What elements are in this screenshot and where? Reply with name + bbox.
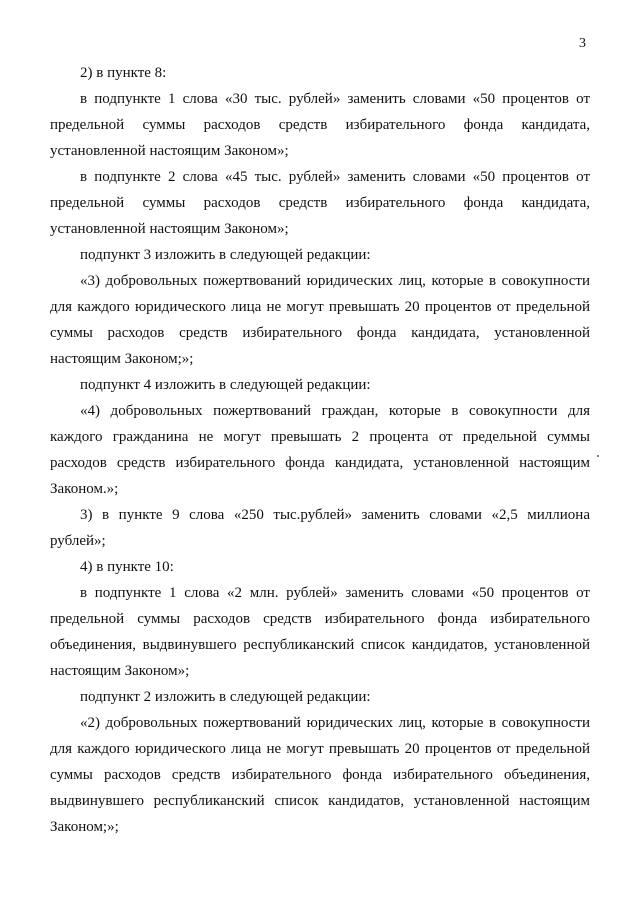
text-line: суммы расходов средств избирательного фонда избирательного объединения, xyxy=(50,767,590,783)
text-line: предельной суммы расходов средств избирательного фонда избирательного xyxy=(50,611,590,627)
text-line: «3) добровольных пожертвований юридических лиц, которые в совокупности xyxy=(80,273,590,289)
text-line: предельной суммы расходов средств избирательного фонда кандидата, xyxy=(50,117,590,133)
text-line: суммы расходов средств избирательного фонда кандидата, установленной xyxy=(50,325,590,341)
text-line: расходов средств избирательного фонда кандидата, установленной настоящим xyxy=(50,455,590,471)
text-line: 2) в пункте 8: xyxy=(80,65,167,81)
text-line: в подпункте 1 слова «30 тыс. рублей» заменить словами «50 процентов от xyxy=(80,91,590,107)
text-line: рублей»; xyxy=(50,533,106,549)
text-line: «4) добровольных пожертвований граждан, которые в совокупности для xyxy=(80,403,590,419)
text-line: в подпункте 2 слова «45 тыс. рублей» заменить словами «50 процентов от xyxy=(80,169,590,185)
text-line: каждого гражданина не могут превышать 2 процента от предельной суммы xyxy=(50,429,590,445)
text-line: для каждого юридического лица не могут превышать 20 процентов от предельной xyxy=(50,299,590,315)
text-line: предельной суммы расходов средств избирательного фонда кандидата, xyxy=(50,195,590,211)
text-line: Законом.»; xyxy=(50,481,119,497)
text-line: 4) в пункте 10: xyxy=(80,559,174,575)
text-line: 3) в пункте 9 слова «250 тыс.рублей» заменить словами «2,5 миллиона xyxy=(80,507,590,523)
text-line: выдвинувшего республиканский список кандидатов, установленной настоящим xyxy=(50,793,590,809)
text-line: настоящим Законом;»; xyxy=(50,351,194,367)
text-line: для каждого юридического лица не могут превышать 20 процентов от предельной xyxy=(50,741,590,757)
text-line: установленной настоящим Законом»; xyxy=(50,143,289,159)
text-line: настоящим Законом»; xyxy=(50,663,190,679)
text-line: установленной настоящим Законом»; xyxy=(50,221,289,237)
text-line: Законом;»; xyxy=(50,819,119,835)
text-line: подпункт 4 изложить в следующей редакции: xyxy=(80,377,371,393)
text-line: объединения, выдвинувшего республиканский список кандидатов, установленной xyxy=(50,637,590,653)
text-line: подпункт 3 изложить в следующей редакции: xyxy=(80,247,371,263)
page-number: 3 xyxy=(579,36,586,51)
text-line: в подпункте 1 слова «2 млн. рублей» заменить словами «50 процентов от xyxy=(80,585,590,601)
text-line: подпункт 2 изложить в следующей редакции: xyxy=(80,689,371,705)
scan-speck xyxy=(597,455,599,457)
text-line: «2) добровольных пожертвований юридических лиц, которые в совокупности xyxy=(80,715,590,731)
